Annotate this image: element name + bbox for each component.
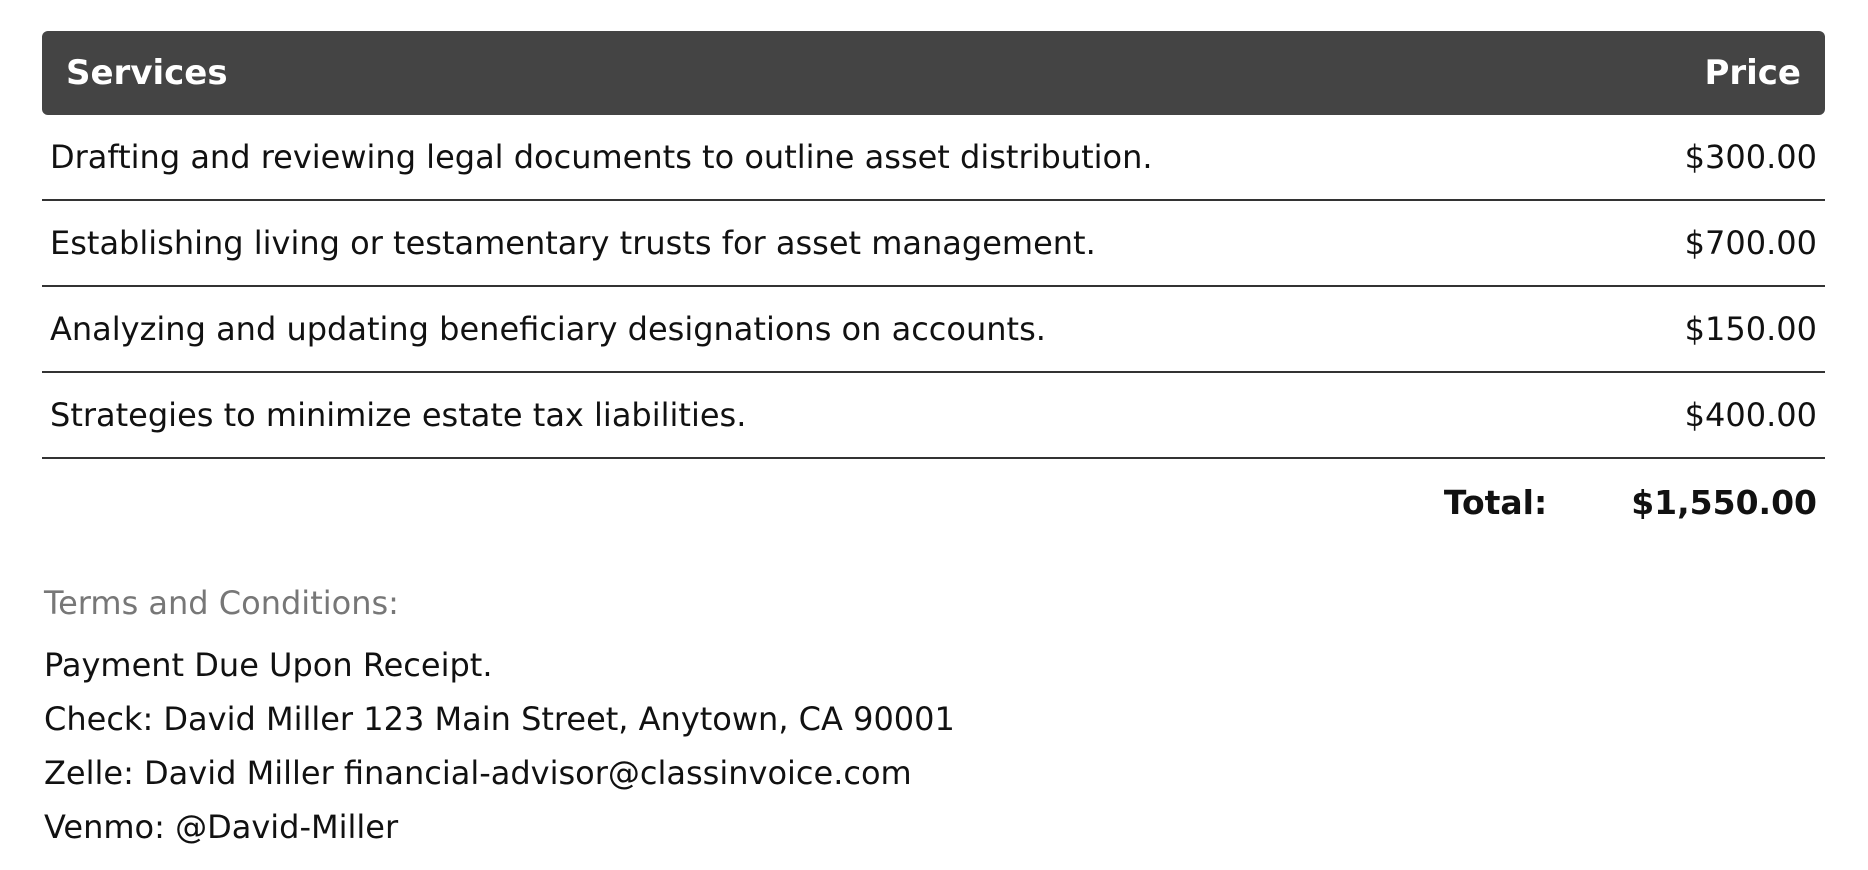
service-description: Analyzing and updating beneficiary designations on accounts. xyxy=(50,310,1046,348)
service-price: $700.00 xyxy=(1684,224,1817,262)
terms-line: Payment Due Upon Receipt. xyxy=(44,646,493,684)
services-column-header: Services xyxy=(66,53,228,93)
terms-title: Terms and Conditions: xyxy=(44,584,399,622)
terms-line: Zelle: David Miller financial-advisor@classinvoice.com xyxy=(44,754,912,792)
service-price: $300.00 xyxy=(1684,138,1817,176)
table-row xyxy=(42,115,1825,201)
table-header xyxy=(42,31,1825,115)
service-price: $400.00 xyxy=(1684,396,1817,434)
terms-section xyxy=(44,582,955,854)
service-price: $150.00 xyxy=(1684,310,1817,348)
table-row xyxy=(42,287,1825,373)
price-column-header: Price xyxy=(1704,53,1801,93)
service-description: Establishing living or testamentary trusts for asset management. xyxy=(50,224,1096,262)
table-row xyxy=(42,373,1825,459)
table-row xyxy=(42,201,1825,287)
total-label: Total: xyxy=(1443,482,1548,522)
services-table xyxy=(42,31,1825,545)
service-description: Drafting and reviewing legal documents to outline asset distribution. xyxy=(50,138,1153,176)
terms-line: Check: David Miller 123 Main Street, Anytown, CA 90001 xyxy=(44,700,955,738)
total-row xyxy=(42,459,1825,545)
total-value: $1,550.00 xyxy=(1631,482,1817,522)
service-description: Strategies to minimize estate tax liabilities. xyxy=(50,396,747,434)
terms-line: Venmo: @David-Miller xyxy=(44,808,399,846)
